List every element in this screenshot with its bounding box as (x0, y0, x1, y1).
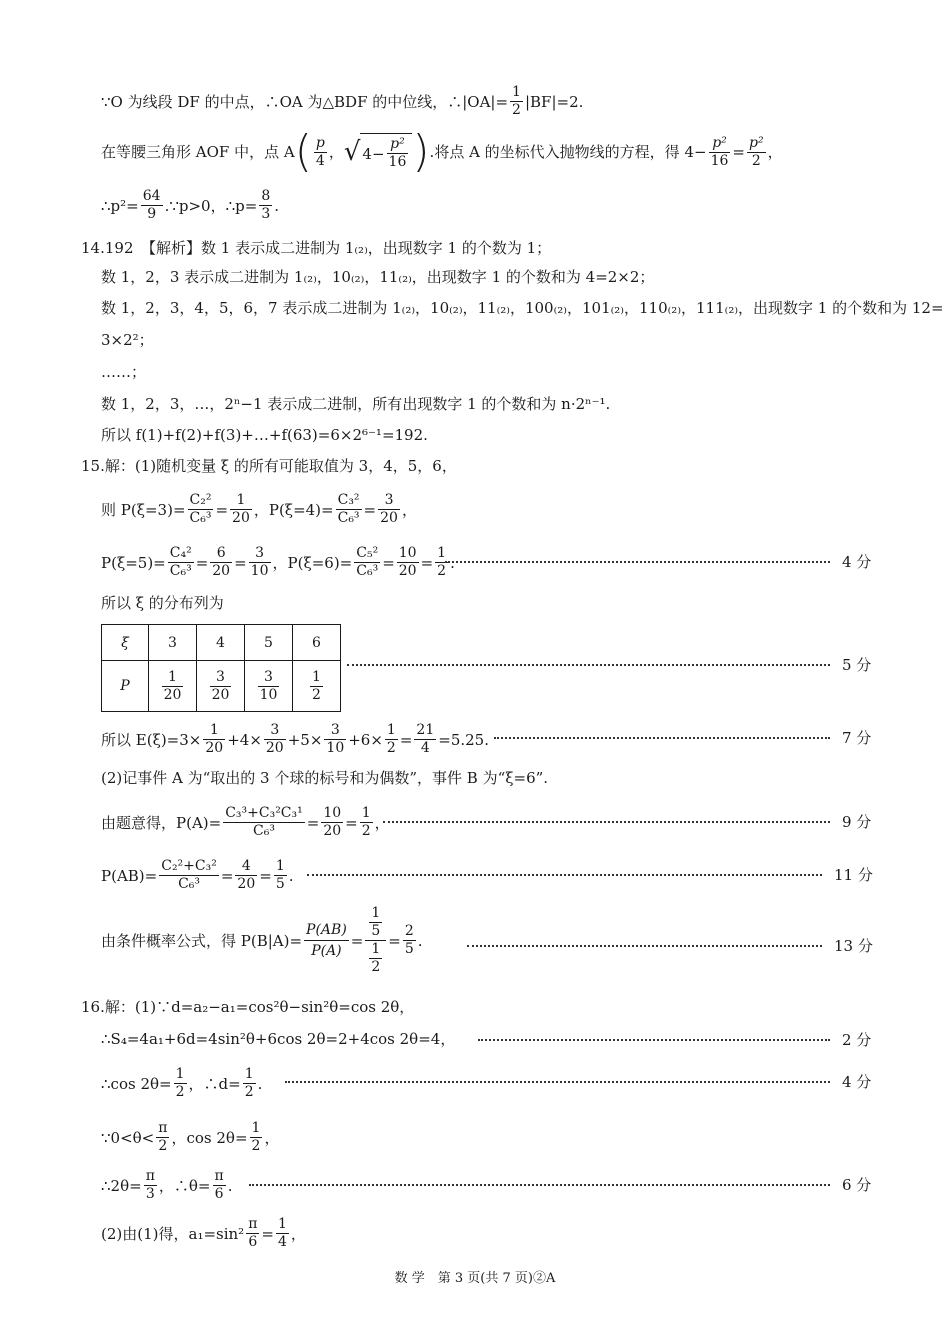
p13-line-2: 在等腰三角形 AOF 中，点 A ( $\frac{p}{4}$ ， √ 4− $\frac{\text{p²}}{16}$ ) .将点 A 的坐标代入抛物线的方程，得 4− $\frac{\text{p²}}{16}$ = $\frac{\text{p²}}{2}$ ， (101, 126, 783, 177)
p14-line-7: 所以 f(1)+f(2)+f(3)+…+f(63)=6×2⁶⁻¹=192. (101, 426, 428, 444)
score-label: 6 分 (842, 1176, 872, 1194)
table-cell: ξ (102, 625, 149, 661)
p14-line-2: 数 1，2，3 表示成二进制为 1₍₂₎，10₍₂₎，11₍₂₎，出现数字 1 的个数和为 4=2×2； (101, 268, 655, 286)
dot-leader (445, 561, 830, 563)
dot-leader (494, 737, 830, 739)
right-paren: ) (412, 126, 430, 177)
text: 在等腰三角形 AOF 中，点 A (101, 143, 295, 161)
p14-line-4: 3×2²； (101, 331, 154, 349)
table-cell: $\frac{3}{20}$ (197, 661, 245, 712)
dot-leader (347, 664, 830, 666)
p16-line-1: 16.解：(1)∵d=a₂−a₁=cos²θ−sin²θ=cos 2θ， (81, 998, 415, 1016)
dot-leader (285, 1081, 830, 1083)
score-label: 11 分 (834, 866, 873, 884)
compound-fraction: $\frac{\frac{1}{5}}{\frac{1}{2}}$ (365, 905, 386, 976)
text: ∵O 为线段 DF 的中点，∴OA 为△BDF 的中位线，∴|OA|= (101, 92, 509, 111)
square-root: √ 4− $\frac{\text{p²}}{16}$ (344, 133, 413, 171)
p15-prob-ab: P(AB)= $\frac{\text{C₂²+C₃²}}{\text{C₆³}}$ = $\frac{4}{20}$ = $\frac{1}{5}$ . (101, 858, 294, 892)
score-label: 9 分 (842, 813, 872, 831)
dot-leader (307, 874, 822, 876)
score-label: 7 分 (842, 729, 872, 747)
table-cell: $\frac{1}{20}$ (149, 661, 197, 712)
dot-leader (478, 1039, 830, 1041)
dot-leader (249, 1184, 830, 1186)
table-cell: 4 (197, 625, 245, 661)
p15-heading: 15.解：(1)随机变量 ξ 的所有可能取值为 3，4，5，6， (81, 457, 457, 475)
text: ∴p²= (101, 196, 139, 215)
table-cell: 3 (149, 625, 197, 661)
dot-leader (383, 821, 830, 823)
page-footer: 数 学 第 3 页(共 7 页)②A (394, 1271, 556, 1286)
table-row (102, 661, 341, 712)
fraction: $\frac{\text{p²}}{16}$ (710, 134, 729, 169)
p14-line-3: 数 1，2，3，4，5，6，7 表示成二进制为 1₍₂₎，10₍₂₎，11₍₂₎，100₍₂₎，101₍₂₎，110₍₂₎，111₍₂₎，出现数字 1 的个数和为 12= (101, 299, 944, 317)
p14-line-5: ……； (101, 363, 147, 381)
table-cell: $\frac{3}{10}$ (245, 661, 293, 712)
text: .∵p>0，∴p= (164, 196, 258, 215)
fraction: $\frac{\text{p²}}{2}$ (748, 134, 764, 169)
p15-expectation: 所以 E(ξ)=3× $\frac{1}{20}$ +4× $\frac{3}{20}$ +5× $\frac{3}{10}$ +6× $\frac{1}{2}$ = $\frac{21}{4}$ =5.25. (101, 722, 489, 756)
score-label: 4 分 (842, 1073, 872, 1091)
fraction: $\frac{64}{9}$ (142, 188, 161, 222)
p14-line-1: 14.192 【解析】数 1 表示成二进制为 1₍₂₎，出现数字 1 的个数为 1； (81, 239, 552, 257)
left-paren: ( (294, 126, 312, 177)
score-label: 2 分 (842, 1031, 872, 1049)
p16-line-5: ∴2θ= $\frac{\pi}{3}$ ，∴θ= $\frac{\pi}{6}$ . (101, 1168, 233, 1202)
text: |BF|=2. (524, 92, 584, 111)
table-cell: 6 (293, 625, 341, 661)
dot-leader (467, 945, 822, 947)
p15-dist-title: 所以 ξ 的分布列为 (101, 594, 224, 612)
table-row (102, 625, 341, 661)
table-cell: 5 (245, 625, 293, 661)
score-label: 5 分 (842, 656, 872, 674)
score-label: 13 分 (834, 937, 873, 955)
table-cell: P (102, 661, 149, 712)
p13-line-3: ∴p²= $\frac{64}{9}$ .∵p>0，∴p= $\frac{8}{3}$ . (101, 188, 280, 222)
p16-line-3: ∴cos 2θ= $\frac{1}{2}$ ，∴d= $\frac{1}{2}$ . (101, 1066, 263, 1100)
p16-line-4: ∵0<θ< $\frac{\pi}{2}$ ，cos 2θ= $\frac{1}{2}$ ， (101, 1120, 280, 1154)
p15-line-2: 则 P(ξ=3)= $\frac{\text{C₂²}}{\text{C₆³}}$ = $\frac{1}{20}$ ，P(ξ=4)= $\frac{\text{C₃²}}{\text{C₆³}}$ = $\frac{3}{20}$ ， (101, 492, 417, 526)
p13-line-1 (101, 84, 583, 119)
p16-line-2: ∴S₄=4a₁+6d=4sin²θ+6cos 2θ=2+4cos 2θ=4， (101, 1030, 456, 1048)
p16-line-6: (2)由(1)得，a₁=sin² $\frac{\pi}{6}$ = $\frac{1}{4}$ ， (101, 1216, 306, 1250)
p15-prob-a: 由题意得，P(A)= $\frac{\text{C₃³+C₃²C₃¹}}{\text{C₆³}}$ = $\frac{10}{20}$ = $\frac{1}{2}$ ， (101, 805, 390, 839)
fraction: $\frac{p}{4}$ (315, 134, 325, 169)
fraction: $\frac{8}{3}$ (261, 188, 271, 222)
p15-line-3: P(ξ=5)= $\frac{\text{C₄²}}{\text{C₆³}}$ = $\frac{6}{20}$ = $\frac{3}{10}$ ，P(ξ=6)= $\frac{\text{C₅²}}{\text{C₆³}}$ = $\frac{10}{20}$ = $\frac{1}{2}$ . (101, 545, 455, 579)
p14-line-6: 数 1，2，3，…，2ⁿ−1 表示成二进制，所有出现数字 1 的个数和为 n·2ⁿ⁻¹. (101, 395, 611, 413)
score-label: 4 分 (842, 553, 872, 571)
p15-conditional: 由条件概率公式，得 P(B|A)= $\frac{P(AB)}{P(A)}$ = $\frac{\frac{1}{5}}{\frac{1}{2}}$ = $\frac{2}{5}$ . (101, 905, 423, 975)
table-cell: $\frac{1}{2}$ (293, 661, 341, 712)
fraction: $\frac{1}{2}$ (512, 84, 521, 118)
distribution-table (101, 624, 341, 712)
p15-part2: (2)记事件 A 为“取出的 3 个球的标号和为偶数”，事件 B 为“ξ=6”. (101, 769, 549, 787)
text: .将点 A 的坐标代入抛物线的方程，得 4− (429, 143, 707, 161)
